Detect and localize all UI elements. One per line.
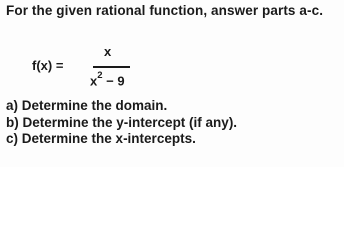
part-b-text: Determine the y-intercept (if any). [22, 114, 238, 130]
rational-function-formula [32, 33, 162, 93]
part-a [6, 98, 237, 115]
instruction-text: For the given rational function, answer parts a-c. [6, 3, 324, 18]
denominator-base: x [90, 73, 98, 89]
part-c [6, 131, 237, 148]
question-parts-list [6, 98, 237, 148]
denominator-rest: − 9 [102, 73, 125, 89]
function-label: f(x) = [32, 58, 64, 73]
denominator-exponent: 2 [97, 70, 103, 81]
part-c-label: c) [6, 131, 19, 146]
part-c-text: Determine the x-intercepts. [21, 131, 196, 146]
part-b [6, 115, 237, 132]
fraction-denominator [90, 72, 125, 88]
part-a-label: a) [6, 98, 19, 113]
part-b-label: b) [6, 114, 19, 130]
fraction-numerator: x [104, 44, 112, 59]
fraction-bar [93, 66, 130, 68]
part-a-text: Determine the domain. [21, 98, 168, 113]
